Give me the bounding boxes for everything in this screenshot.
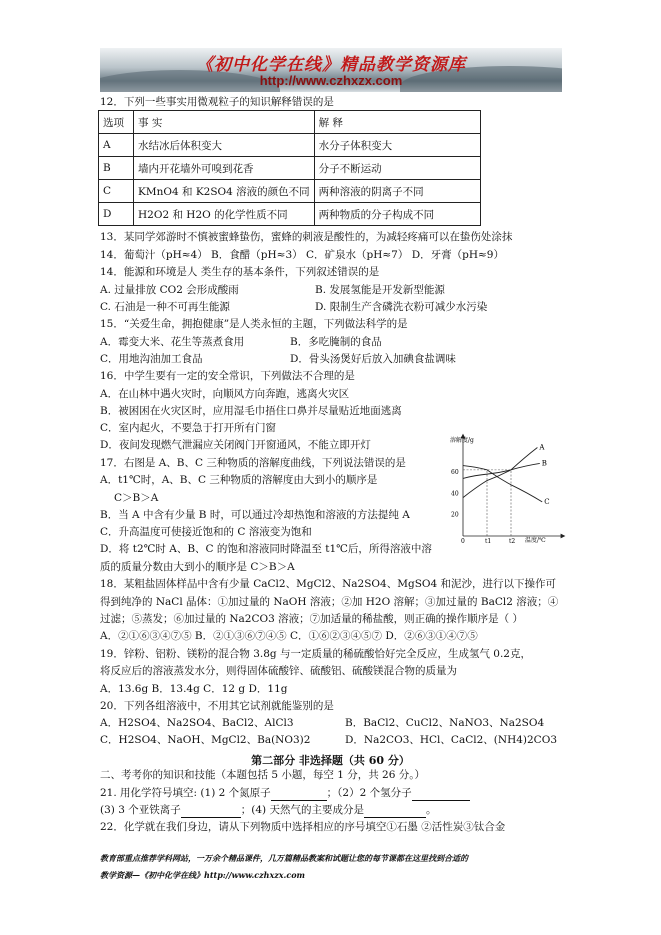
q17-option-a-line2: C＞B＞A — [114, 492, 159, 504]
table-header-row — [99, 111, 481, 134]
q20-option-b: B．BaCl2、CuCl2、NaNO3、Na2SO4 — [345, 717, 545, 729]
q15-option-c: C．用地沟油加工食品 — [100, 353, 203, 365]
q17-option-a-line1: A．t1℃时，A、B、C 三种物质的溶解度由大到小的顺序是 — [100, 474, 378, 486]
q19-line1: 19．锌粉、铝粉、镁粉的混合物 3.8g 与一定质量的稀硫酸恰好完全反应，生成氢气 0.2克， — [100, 648, 531, 660]
q14-option-a: A. 过量排放 CO2 会形成酸雨 — [100, 284, 239, 296]
banner-title: 《初中化学在线》精品教学资源库 — [196, 55, 466, 75]
q21-item2-text: ；（2）2 个氢分子 — [326, 787, 412, 799]
x-tick-label: t2 — [509, 538, 516, 544]
q20-option-c: C．H2SO4、NaOH、MgCl2、Ba(NO3)2 — [100, 734, 311, 746]
y-tick-label: 60 — [451, 469, 459, 476]
y-tick-label: 40 — [451, 490, 459, 498]
table-row — [99, 180, 481, 203]
cell-explanation: 两种物质的分子构成不同 — [314, 203, 480, 226]
q21-line1 — [100, 787, 470, 801]
footer-line2[interactable]: 教学资源—《初中化学在线》http://www.czhxzx.com — [100, 870, 306, 880]
col-option: 选项 — [99, 111, 134, 134]
q14-stem: 14．能源和环境是人 类生存的基本条件，下列叙述错误的是 — [100, 266, 380, 278]
q18-options: A．②①⑥③④⑦⑤ B．②①③⑥⑦④⑤ C．①⑥②③④⑤⑦ D．②⑥③①④⑦⑤ — [100, 630, 478, 642]
series-label-a: A — [539, 443, 545, 452]
q18-line1: 18．某粗盐固体样品中含有少量 CaCl2、MgCl2、Na2SO4、MgSO4 和泥沙，进行以下操作可 — [100, 578, 557, 590]
q15-stem: 15．“关爱生命，拥抱健康”是人类永恒的主题，下列做法科学的是 — [100, 318, 408, 330]
cell-option: A — [99, 134, 134, 157]
cell-fact: H2O2 和 H2O 的化学性质不同 — [134, 203, 315, 226]
series-label-b: B — [541, 459, 547, 468]
q17-stem: 17．右图是 A、B、C 三种物质的溶解度曲线，下列说法错误的是 — [100, 457, 406, 469]
q22-stem: 22．化学就在我们身边，请从下列物质中选择相应的序号填空①石墨 ②活性炭③钛合金 — [100, 821, 506, 833]
q19-options: A．13.6g B．13.4g C．12 g D．11g — [100, 683, 288, 695]
cell-fact: 水结冰后体积变大 — [134, 134, 315, 157]
q12-title: 12．下列一些事实用微观粒子的知识解释错误的是 — [100, 96, 334, 108]
header-banner — [100, 48, 562, 92]
q15-option-b: B．多吃腌制的食品 — [290, 336, 382, 348]
q16-option-d: D．夜间发现燃气泄漏应关闭阀门开窗通风，不能立即开灯 — [100, 439, 371, 451]
q21-item4-text: ；(4) 天然气的主要成分是 — [240, 804, 364, 816]
cell-option: B — [99, 157, 134, 180]
solubility-curve-chart — [449, 432, 567, 544]
q17-option-d-line1: D．将 t2℃时 A、B、C 的饱和溶液同时降温至 t1℃后，所得溶液中溶 — [100, 543, 432, 555]
footer-line1: 教育部重点推荐学科网站，一万余个精品课件，几万篇精品教案和试题让您的每节课都在这里找到合适的 — [100, 853, 468, 863]
col-fact: 事 实 — [134, 111, 315, 134]
cell-explanation: 分子不断运动 — [314, 157, 480, 180]
cell-option: D — [99, 203, 134, 226]
series-line-b — [463, 463, 540, 478]
q16-stem: 16．中学生要有一定的安全常识，下列做法不合理的是 — [100, 370, 355, 382]
q21-item1-text: 21. 用化学符号填空: (1) 2 个氮原子 — [100, 787, 271, 799]
part2-heading: 第二部分 非选择题（共 60 分） — [251, 754, 410, 767]
q21-item3-text: (3) 3 个亚铁离子 — [100, 804, 181, 816]
q18-line2: 得到纯净的 NaCl 晶体：①加过量的 NaOH 溶液；②加 H2O 溶解；③加过量的 BaCl2 溶液；④ — [100, 596, 559, 608]
series-label-c: C — [544, 497, 550, 506]
q18-line3: 过滤；⑤蒸发；⑥加过量的 Na2CO3 溶液；⑦加适量的稀盐酸，则正确的操作顺序是（ ） — [100, 613, 523, 625]
cell-fact: 墙内开花墙外可嗅到花香 — [134, 157, 315, 180]
cell-explanation: 两种溶液的阴离子不同 — [314, 180, 480, 203]
q20-option-a: A．H2SO4、Na2SO4、BaCl2、AlCl3 — [100, 717, 294, 729]
q17-option-c: C．升高温度可使接近饱和的 C 溶液变为饱和 — [100, 526, 312, 538]
q16-option-b: B．被困困在火灾区时，应用湿毛巾捂住口鼻并尽量贴近地面逃离 — [100, 405, 402, 417]
col-explanation: 解 释 — [314, 111, 480, 134]
q14-option-b: B. 发展氢能是开发新型能源 — [315, 284, 445, 296]
cell-fact: KMnO4 和 K2SO4 溶液的颜色不同 — [134, 180, 315, 203]
q14-option-c: C. 石油是一种不可再生能源 — [100, 301, 230, 313]
q16-option-a: A．在山林中遇火灾时，向顺风方向奔跑，逃离火灾区 — [100, 388, 350, 400]
table-row — [99, 157, 481, 180]
answer-blank[interactable] — [181, 804, 241, 818]
x-tick-label: t1 — [485, 538, 492, 544]
q12-table — [98, 110, 481, 226]
table-row — [99, 203, 481, 226]
answer-blank[interactable] — [412, 787, 470, 801]
series-line-c — [463, 466, 542, 502]
x-tick-label: 0 — [461, 538, 465, 544]
x-axis-label: 温度/℃ — [525, 537, 546, 544]
q13-options: 14．葡萄汁（pH≈4） B．食醋（pH≈3） C．矿泉水（pH≈7） D．牙膏（pH≈9） — [100, 249, 504, 261]
q17-option-b: B．当 A 中含有少量 B 时，可以通过冷却热饱和溶液的方法提纯 A — [100, 509, 410, 521]
q19-line2: 将反应后的溶液蒸发水分，则得固体硫酸锌、硫酸铝、硫酸镁混合物的质量为 — [100, 665, 457, 677]
table-row — [99, 134, 481, 157]
cell-explanation: 水分子体积变大 — [314, 134, 480, 157]
q15-option-a: A．霉变大米、花生等蒸煮食用 — [100, 336, 245, 348]
q16-option-c: C．室内起火，不要急于打开所有门窗 — [100, 422, 277, 434]
part2-intro: 二、考考你的知识和技能（本题包括 5 小题，每空 1 分，共 26 分。） — [100, 769, 425, 781]
q15-option-d: D．骨头汤煲好后放入加碘食盐调味 — [290, 353, 456, 365]
answer-blank[interactable] — [271, 787, 327, 801]
y-tick-label: 20 — [451, 511, 459, 519]
q17-option-d-line2: 质的质量分数由大到小的顺序是 C＞B＞A — [100, 561, 295, 573]
q20-option-d: D．Na2CO3、HCl、CaCl2、(NH4)2CO3 — [345, 734, 558, 746]
banner-url[interactable]: http://www.czhxzx.com — [259, 73, 403, 88]
y-axis-label: 溶解度/g — [450, 437, 474, 444]
answer-blank[interactable] — [364, 804, 426, 818]
q20-stem: 20．下列各组溶液中，不用其它试剂就能鉴别的是 — [100, 700, 334, 712]
cell-option: C — [99, 180, 134, 203]
q13-stem: 13．某同学郊游时不慎被蜜蜂蛰伤，蜜蜂的刺液是酸性的，为减轻疼痛可以在蛰伤处涂抹 — [100, 231, 513, 243]
q21-line2: (3) 3 个亚铁离子 ；(4) 天然气的主要成分是 。 — [100, 804, 437, 816]
q14-option-d: D. 限制生产含磷洗衣粉可减少水污染 — [315, 301, 488, 313]
